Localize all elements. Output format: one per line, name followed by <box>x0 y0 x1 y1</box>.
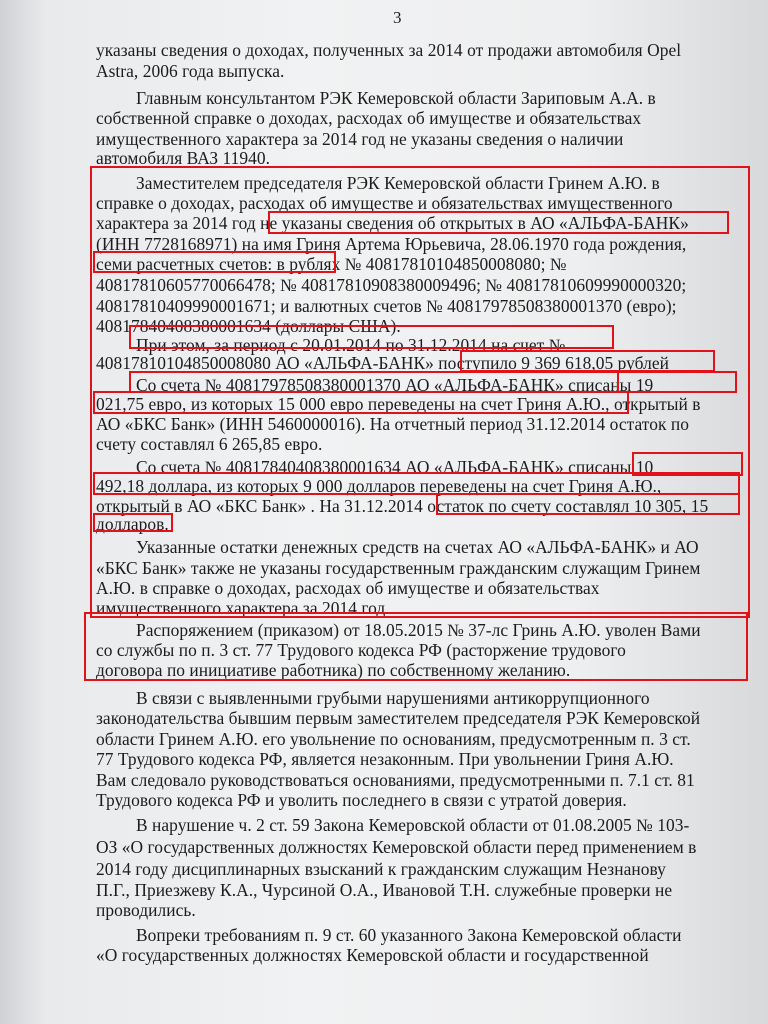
highlight-box-dollar-balance <box>436 493 740 515</box>
text-line: Распоряжением (приказом) от 18.05.2015 № 37-лс Гринь А.Ю. уволен Вами <box>136 620 701 640</box>
text-line: П.Г., Приезжеву К.А., Чурсиной О.А., Ивановой Т.Н. служебные проверки не <box>96 880 673 900</box>
text-line: собственной справке о доходах, расходах об имуществе и обязательствах <box>96 108 642 128</box>
text-line: справке о доходах, расходах об имуществе и обязательствах имущественного <box>96 193 673 213</box>
highlight-box-received <box>460 350 715 372</box>
text-line: имущественного характера за 2014 год. <box>96 598 390 618</box>
highlight-box-transfer-euro <box>93 391 629 414</box>
text-line: В нарушение ч. 2 ст. 59 Закона Кемеровской области от 01.08.2005 № 103- <box>136 815 690 835</box>
text-line: 021,75 евро, из которых 15 000 евро переведены на счет Гриня А.Ю., открытый в <box>96 394 701 414</box>
text-line: характера за 2014 год не указаны сведения об открытых в АО «АЛЬФА-БАНК» <box>96 213 689 233</box>
text-line: Трудового кодекса РФ и уволить последнего в связи с утратой доверия. <box>96 790 627 810</box>
text-line: 77 Трудового кодекса РФ, является незаконным. При увольнении Гриня А.Ю. <box>96 749 674 769</box>
text-line: законодательства бывшим первым заместителем председателя РЭК Кемеровской <box>96 708 701 728</box>
text-line: 40817810409990001671; и валютных счетов № 40817978508380001370 (евро); <box>96 296 677 316</box>
highlight-box-dismissal <box>84 612 748 681</box>
text-line: области Гринем А.Ю. его увольнение по основаниям, предусмотренным п. 3 ст. <box>96 729 691 749</box>
text-line: долларов. <box>96 514 169 534</box>
highlight-box-written-off-euro <box>617 371 737 393</box>
page-number: 3 <box>393 8 402 27</box>
text-line: имущественного характера за 2014 год не указаны сведения о наличии <box>96 129 624 149</box>
text-line: 40817810605770066478; № 40817810908380009496; № 40817810609990000320; <box>96 275 687 295</box>
text-line: Заместителем председателя РЭК Кемеровской области Гринем А.Ю. в <box>136 173 660 193</box>
text-line: ОЗ «О государственных должностях Кемеровской области перед применением в <box>96 837 697 857</box>
text-line: Главным консультантом РЭК Кемеровской области Зариповым А.А. в <box>136 88 656 108</box>
text-line: 40817840408380001634 (доллары США). <box>96 316 401 336</box>
text-line: счету составлял 6 265,85 евро. <box>96 434 323 454</box>
text-line: АО «БКС Банк» (ИНН 5460000016). На отчетный период 31.12.2014 остаток по <box>96 414 689 434</box>
text-line: При этом, за период с 20.01.2014 по 31.12.2014 на счет № <box>136 335 566 355</box>
highlight-box-dollars <box>93 513 173 532</box>
text-line: Со счета № 40817978508380001370 АО «АЛЬФА-БАНК» списаны 19 <box>136 375 654 395</box>
highlight-box-period <box>129 325 614 349</box>
text-line: Со счета № 40817840408380001634 АО «АЛЬФА-БАНК» списаны 10 <box>136 457 654 477</box>
text-line: Указанные остатки денежных средств на счетах АО «АЛЬФА-БАНК» и АО <box>136 537 699 557</box>
highlight-box-transfer-usd <box>93 472 740 495</box>
text-line: указаны сведения о доходах, полученных за 2014 от продажи автомобиля Opel <box>96 40 682 60</box>
text-line: открытый в АО «БКС Банк» . На 31.12.2014 остаток по счету составлял 10 305, 15 <box>96 496 709 516</box>
text-line: автомобиля ВАЗ 11940. <box>96 148 271 168</box>
text-line: 40817810104850008080 АО «АЛЬФА-БАНК» поступило 9 369 618,05 рублей <box>96 353 669 373</box>
text-line: В связи с выявленными грубыми нарушениями антикоррупционного <box>136 688 650 708</box>
text-line: Вопреки требованиям п. 9 ст. 60 указанного Закона Кемеровской области <box>136 925 682 945</box>
text-line: со службы по п. 3 ст. 77 Трудового кодекса РФ (расторжение трудового <box>96 640 626 660</box>
text-line: семи расчетных счетов: в рублях № 40817810104850008080; № <box>96 254 567 274</box>
highlight-box-seven-accounts <box>93 251 336 273</box>
text-line: А.Ю. в справке о доходах, расходах об имуществе и обязательствах <box>96 578 600 598</box>
highlight-box-euro-account <box>129 371 619 393</box>
text-line: проводились. <box>96 900 196 920</box>
text-line: Вам следовало руководствоваться основаниями, предусмотренными п. 7.1 ст. 81 <box>96 770 695 790</box>
text-line: договора по инициативе работника) по собственному желанию. <box>96 660 571 680</box>
text-line: 2014 году дисциплинарных взысканий к гражданским служащим Незнанову <box>96 859 666 879</box>
text-line: 492,18 доллара, из которых 9 000 долларов переведены на счет Гриня А.Ю., <box>96 476 662 496</box>
text-line: (ИНН 7728168971) на имя Гриня Артема Юрьевича, 28.06.1970 года рождения, <box>96 234 687 254</box>
highlight-box-not-indicated <box>268 211 729 234</box>
text-line: Astra, 2006 года выпуска. <box>96 61 285 81</box>
text-line: «О государственных должностях Кемеровской области и государственной <box>96 945 649 965</box>
text-line: «БКС Банк» также не указаны государственным гражданским служащим Гринем <box>96 558 701 578</box>
